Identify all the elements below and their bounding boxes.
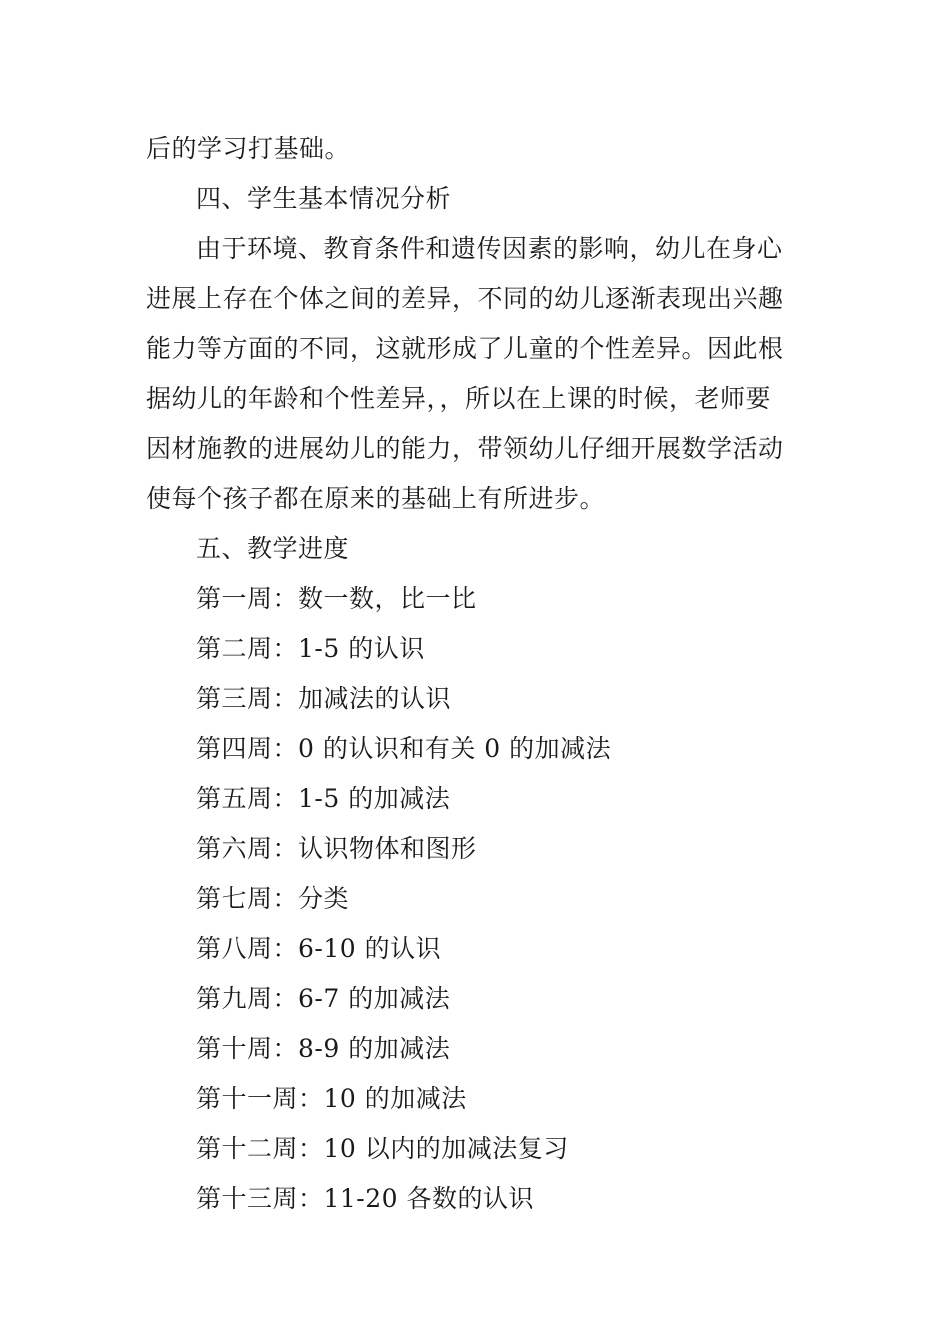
paragraph-line: 能力等方面的不同，这就形成了儿童的个性差异。因此根 xyxy=(146,334,784,363)
schedule-item-week-6: 第六周：认识物体和图形 xyxy=(196,834,477,863)
paragraph-line: 因材施教的进展幼儿的能力，带领幼儿仔细开展数学活动 xyxy=(146,434,784,463)
schedule-item-week-12: 第十二周：10 以内的加减法复习 xyxy=(196,1134,569,1163)
schedule-item-week-3: 第三周：加减法的认识 xyxy=(196,684,452,713)
paragraph-line: 据幼儿的年龄和个性差异，，所以在上课的时候，老师要 xyxy=(146,384,772,413)
schedule-item-week-9: 第九周：6-7 的加减法 xyxy=(196,984,451,1013)
section-heading-student-analysis: 四、学生基本情况分析 xyxy=(196,184,452,213)
section-heading-schedule: 五、教学进度 xyxy=(196,534,350,563)
paragraph-line: 使每个孩子都在原来的基础上有所进步。 xyxy=(146,484,606,513)
schedule-item-week-10: 第十周：8-9 的加减法 xyxy=(196,1034,451,1063)
schedule-item-week-11: 第十一周：10 的加减法 xyxy=(196,1084,467,1113)
schedule-item-week-4: 第四周：0 的认识和有关 0 的加减法 xyxy=(196,734,612,763)
schedule-item-week-7: 第七周：分类 xyxy=(196,884,350,913)
schedule-item-week-1: 第一周：数一数，比一比 xyxy=(196,584,477,613)
schedule-item-week-5: 第五周：1-5 的加减法 xyxy=(196,784,451,813)
schedule-item-week-2: 第二周：1-5 的认识 xyxy=(196,634,425,663)
schedule-item-week-13: 第十三周：11-20 各数的认识 xyxy=(196,1184,535,1213)
continuation-line: 后的学习打基础。 xyxy=(146,134,351,163)
paragraph-line: 进展上存在个体之间的差异，不同的幼儿逐渐表现出兴趣 xyxy=(146,284,784,313)
schedule-item-week-8: 第八周：6-10 的认识 xyxy=(196,934,442,963)
paragraph-line: 由于环境、教育条件和遗传因素的影响，幼儿在身心 xyxy=(196,234,783,263)
